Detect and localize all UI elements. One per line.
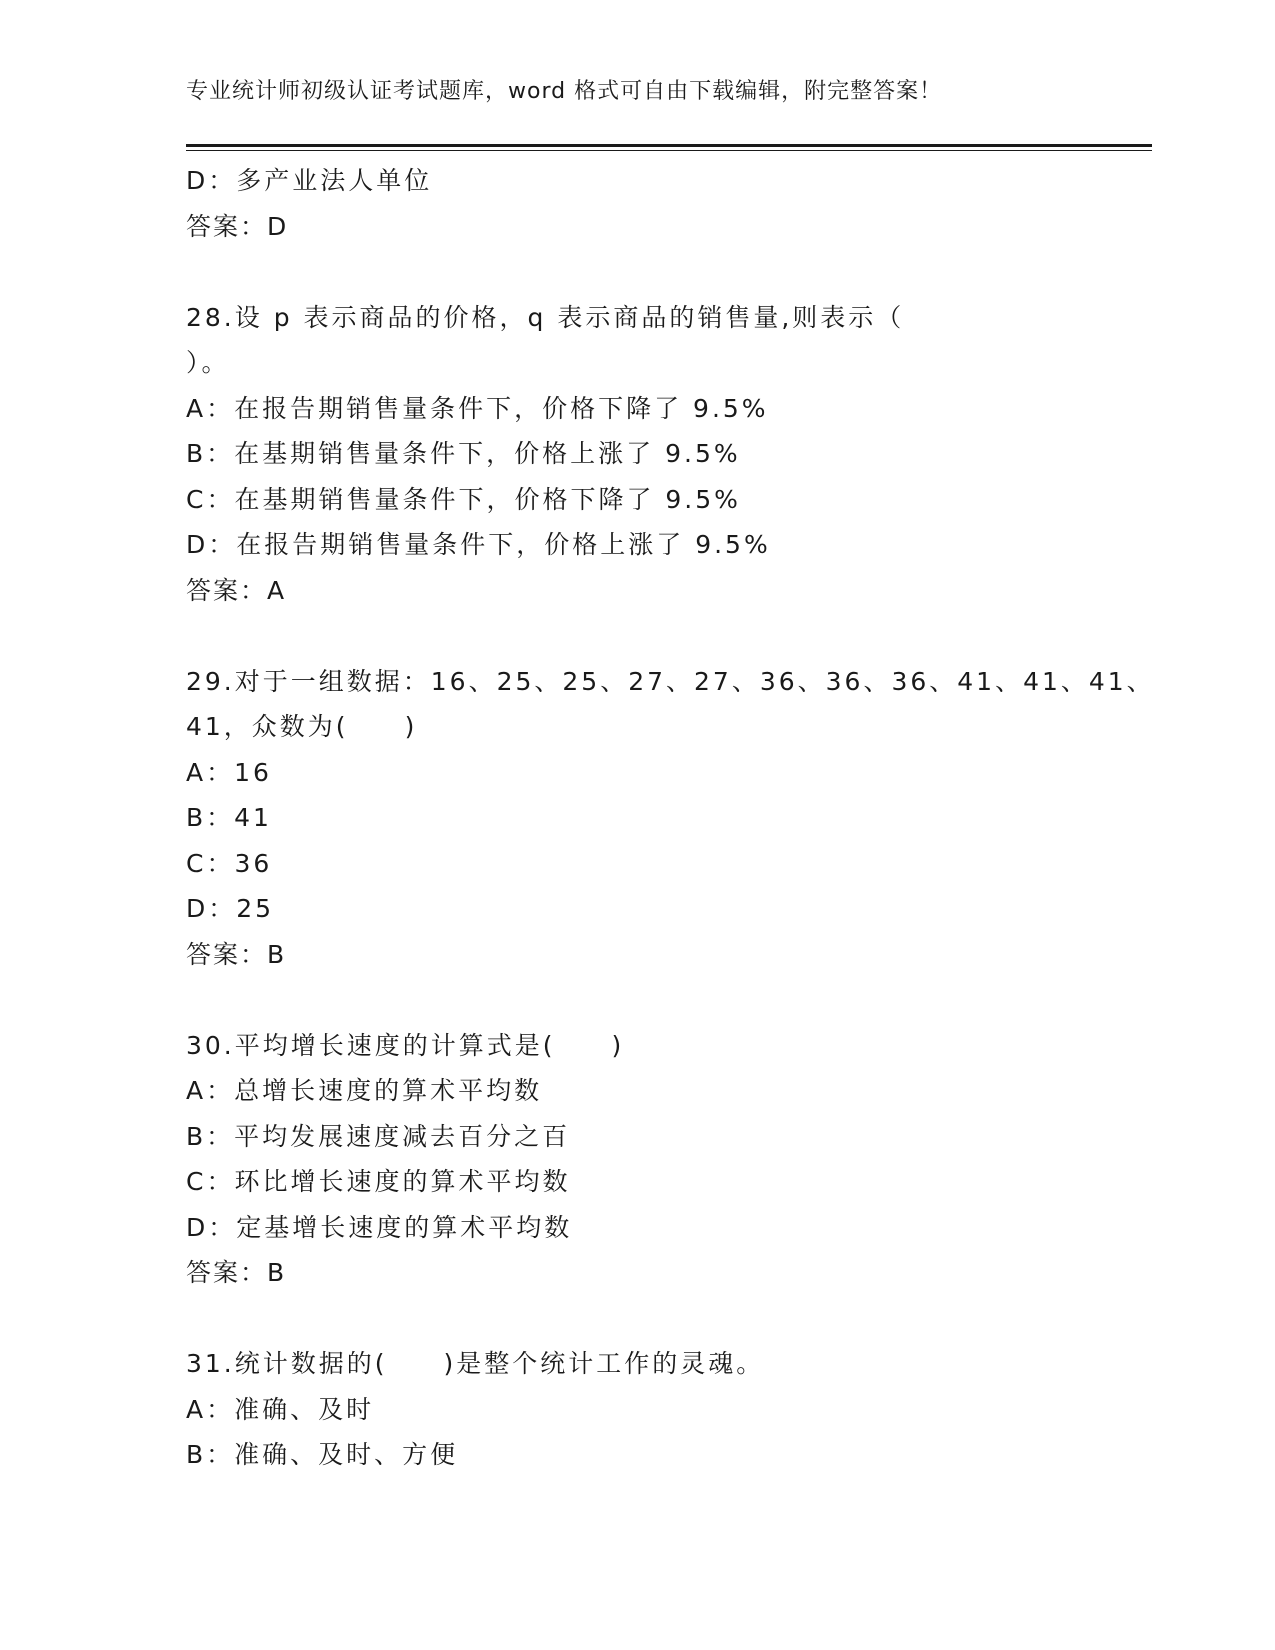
option-a: A：准确、及时 (186, 1394, 375, 1424)
header-rule-thick (186, 144, 1152, 147)
question-stem: 30.平均增长速度的计算式是( ) (186, 1030, 625, 1060)
question-30 (186, 1023, 1086, 1296)
option-d: D：多产业法人单位 (186, 166, 433, 195)
question-28 (186, 295, 1086, 614)
question-stem: 31.统计数据的( )是整个统计工作的灵魂。 (186, 1349, 765, 1378)
header-rule-thin (186, 150, 1152, 151)
question-stem: 28.设 p 表示商品的价格，q 表示商品的销售量,则表示（ (186, 302, 905, 332)
spacer (186, 1296, 1086, 1342)
question-list (186, 158, 1155, 1478)
question-31 (186, 1341, 1086, 1478)
question-27 (186, 158, 1086, 249)
answer-text: 答案：D (186, 211, 289, 241)
answer-text: 答案：A (186, 575, 287, 605)
option-c: C：36 (186, 848, 273, 878)
option-b: B：平均发展速度减去百分之百 (186, 1121, 571, 1151)
option-b: B：41 (186, 803, 272, 832)
question-29 (186, 659, 1155, 978)
option-c: C：在基期销售量条件下，价格下降了 9.5% (186, 484, 741, 514)
question-stem-continued: 41，众数为( ) (186, 712, 418, 741)
answer-text: 答案：B (186, 939, 287, 969)
spacer (186, 249, 1086, 295)
option-a: A：在报告期销售量条件下，价格下降了 9.5% (186, 393, 769, 423)
option-c: C：环比增长速度的算术平均数 (186, 1167, 571, 1196)
page-header: 专业统计师初级认证考试题库，word 格式可自由下载编辑，附完整答案！ (186, 79, 943, 104)
answer-text: 答案：B (186, 1258, 287, 1287)
option-d: D：在报告期销售量条件下，价格上涨了 9.5% (186, 530, 771, 559)
question-stem-continued: ）。 (186, 348, 230, 377)
spacer (186, 977, 1086, 1023)
option-b: B：准确、及时、方便 (186, 1440, 459, 1469)
question-stem: 29.对于一组数据：16、25、25、27、27、36、36、36、41、41、41、 (186, 666, 1155, 696)
option-a: A：总增长速度的算术平均数 (186, 1076, 543, 1105)
spacer (186, 613, 1086, 659)
option-d: D：定基增长速度的算术平均数 (186, 1212, 573, 1242)
option-b: B：在基期销售量条件下，价格上涨了 9.5% (186, 439, 741, 468)
option-d: D：25 (186, 894, 275, 923)
option-a: A：16 (186, 757, 272, 787)
